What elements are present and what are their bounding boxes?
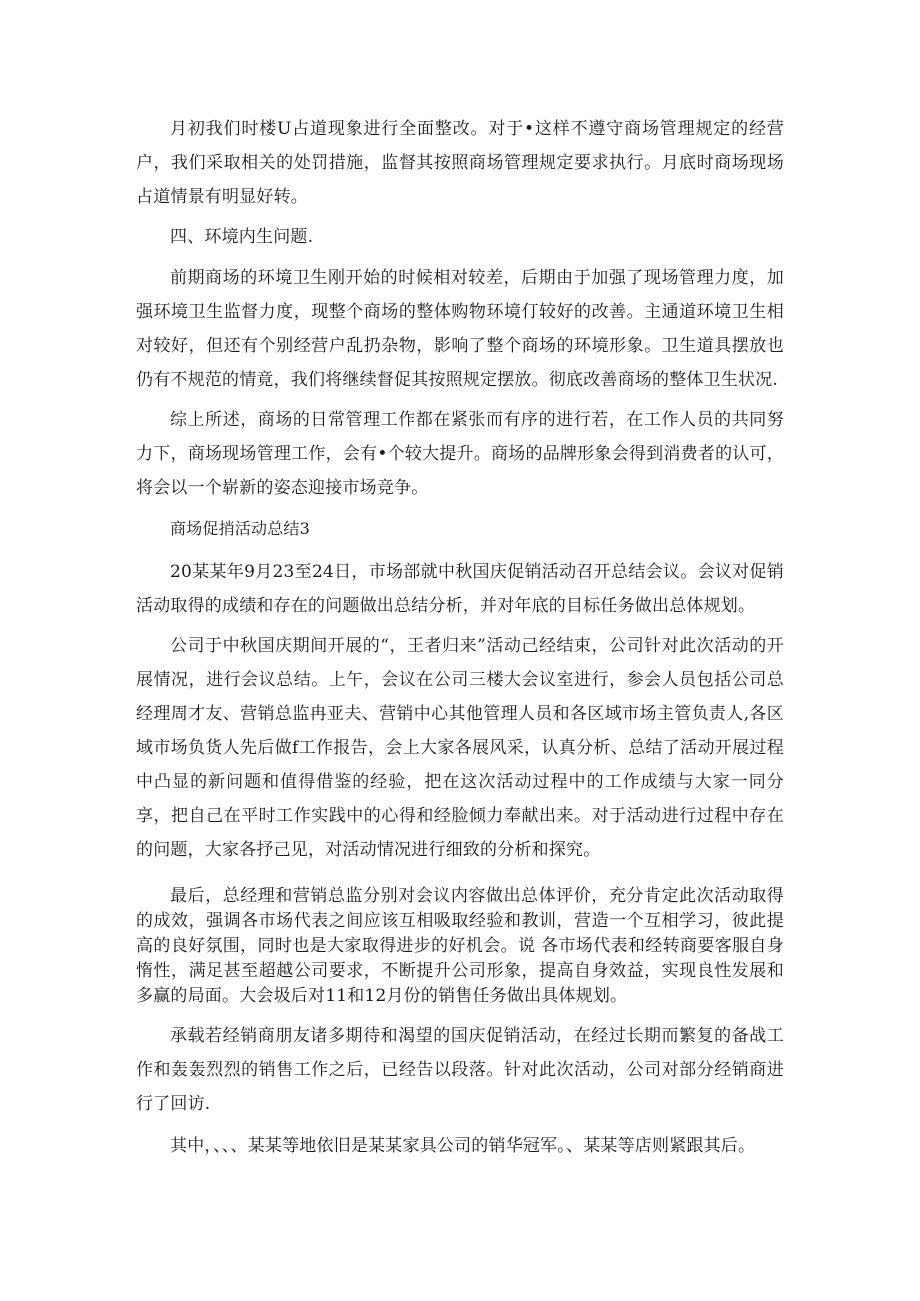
paragraph-sales-champions: 其中，、、、某某等地依旧是某某家具公司的销华冠军。、某某等店则紧跟其后。 (170, 1136, 756, 1156)
document-page (136, 112, 784, 1163)
paragraph-hygiene: 前期商场的环境卫生刚开始的时候相对较差，后期由于加强了现场管理力度，加强环境卫生监督力度，现整个商场的整体购物环境仃较好的改善。主通道环境卫生相对较好，但还有个别经营户乱扔杂物，影响了整个商场的环境形象。卫生道具摆放也仍有不规范的情竟，我们将继续督促其按照规定摆放。彻底改善商场的整体卫生状况. (136, 268, 784, 390)
section-heading-environment: 四、环境内生问题. (170, 227, 314, 247)
paragraph-dealer-visits: 承载若经销商朋友诸多期待和渴望的国庆促销活动，在经过长期而繁复的备战工作和轰轰烈烈的销售工作之后，已经告以段落。针对此次活动，公司对部分经销商进行了回访. (136, 1026, 784, 1114)
paragraph-summary: 综上所述，商场的日常管理工作都在紧张而有序的进行若，在工作人员的共同努力下，商场现场管理工作，会有•个较大提升。商场的品牌形象会得到消费者的认可，将会以一个崭新的姿态迎接市场竞争。 (136, 410, 784, 498)
paragraph-occupied-aisles: 月初我们时楼U占道现象进行全面整改。对于•这样不遵守商场管理规定的经营户，我们采取相关的处罚措施，监督其按照商场管理规定要求执行。月底时商场现场占道情景有明显好转。 (136, 119, 784, 207)
section-title-promotion-summary: 商场促捎活动总结3 (170, 519, 310, 538)
paragraph-meeting-date: 20某某年9月23至24日，市场部就中秋国庆促销活动召开总结会议。会议对促销活动取得的成绩和存在的问题做出总结分析，并对年底的目标任务做出总体规划。 (136, 562, 784, 616)
paragraph-evaluation: 最后，总经理和营销总监分别对会议内容做出总体评价，充分肯定此次活动取得的成效，强调各市场代表之间应该互相吸取经验和教训，营造一个互相学习，彼此提高的良好氛围，同时也是大家取得进步的好机会。说 各市场代表和经转商要客服自身惰性，满足甚至超越公司要求，不断提升公司形象，提高自身效益，实现良性发展和多赢的局面。大会圾后对11和12月份的销售任务做出具体规划。 (136, 886, 784, 1006)
paragraph-meeting-details: 公司于中秋国庆期间开展的“，王者归来”活动己经结束，公司针对此次活动的开展情况，进行会议总结。上午，会议在公司三楼大会议室进行，参会人员包括公司总经理周才友、营销总监冉亚夫、营销中心其他管理人员和各区域市场主管负责人,各区域市场负货人先后做f工作报告，会上大家各展风采，认真分析、总结了活动开展过程中凸显的新问题和值得借鉴的经验，把在这次活动过程中的工作成绩与大家一同分享，把自己在平时工作实践中的心得和经脸倾力奉献出来。对于活动进行过程中存在的问题，大家各抒己见，对活动情况进行细致的分析和探究。 (136, 636, 784, 860)
